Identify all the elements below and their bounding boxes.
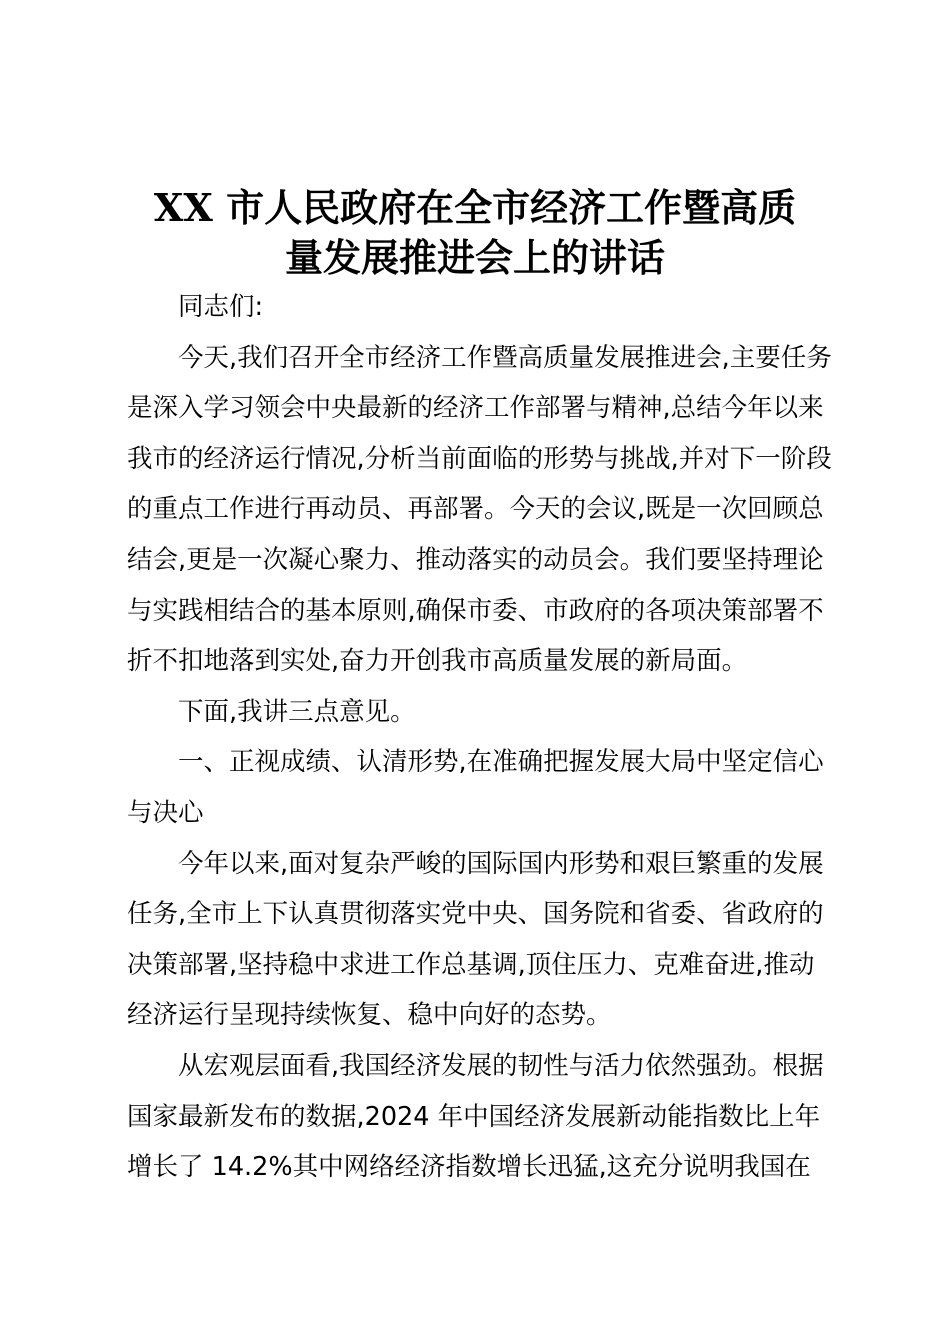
paragraph-line: 任务,全市上下认真贯彻落实党中央、国务院和省委、省政府的: [127, 899, 824, 930]
paragraph-line: 结会,更是一次凝心聚力、推动落实的动员会。我们要坚持理论: [127, 544, 824, 575]
paragraph-line: 的重点工作进行再动员、再部署。今天的会议,既是一次回顾总: [127, 494, 824, 525]
paragraph-line: 国家最新发布的数据,2024 年中国经济发展新动能指数比上年: [127, 1101, 821, 1132]
paragraph-line: 下面,我讲三点意见。: [178, 696, 416, 727]
paragraph-line: 从宏观层面看,我国经济发展的韧性与活力依然强劲。根据: [178, 1050, 824, 1081]
paragraph-line: 折不扣地落到实处,奋力开创我市高质量发展的新局面。: [127, 646, 748, 677]
document-title-line-1: XX 市人民政府在全市经济工作暨高质: [153, 185, 797, 230]
paragraph-line: 是深入学习领会中央最新的经济工作部署与精神,总结今年以来: [127, 393, 824, 424]
document-title-line-2: 量发展推进会上的讲话: [284, 235, 665, 280]
paragraph-line: 增长了 14.2%其中网络经济指数增长迅猛,这充分说明我国在: [127, 1152, 811, 1183]
salutation: 同志们:: [178, 292, 264, 322]
paragraph-line: 决策部署,坚持稳中求进工作总基调,顶住压力、克难奋进,推动: [127, 949, 815, 980]
paragraph-line: 与实践相结合的基本原则,确保市委、市政府的各项决策部署不: [127, 595, 824, 626]
document-body: [127, 282, 833, 1193]
paragraph-line: 今年以来,面对复杂严峻的国际国内形势和艰巨繁重的发展: [178, 848, 824, 879]
paragraph-line: 今天,我们召开全市经济工作暨高质量发展推进会,主要任务: [178, 342, 832, 373]
paragraph-line: 经济运行呈现持续恢复、稳中向好的态势。: [127, 1000, 612, 1031]
section-heading-line: 一、正视成绩、认清形势,在准确把握发展大局中坚定信心: [178, 747, 824, 778]
section-heading-line: 与决心: [127, 797, 204, 828]
paragraph-line: 我市的经济运行情况,分析当前面临的形势与挑战,并对下一阶段: [127, 443, 832, 474]
